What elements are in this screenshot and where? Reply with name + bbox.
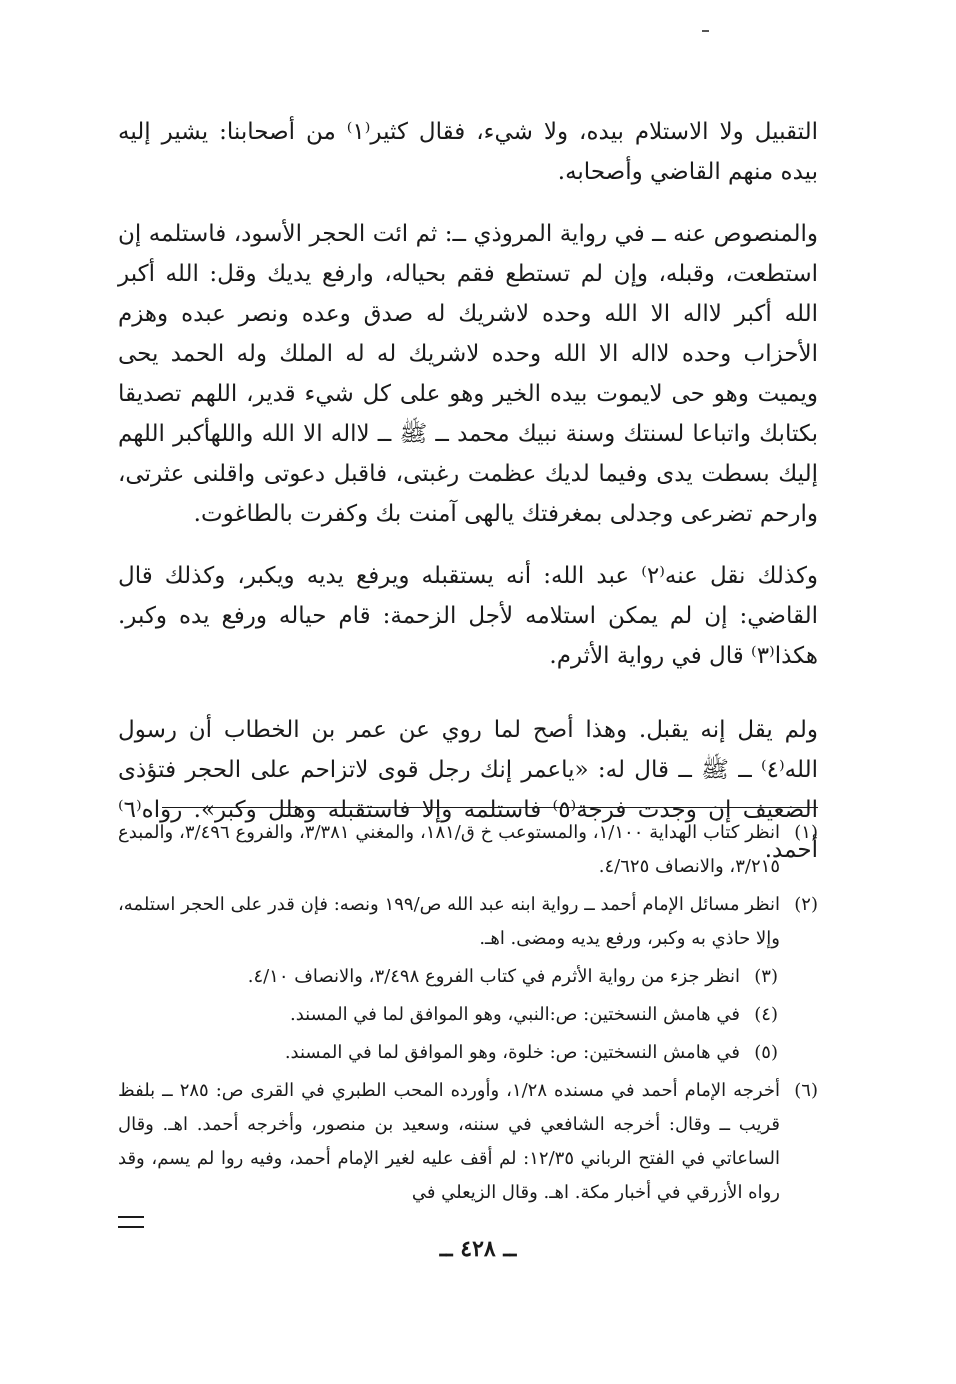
footnote-number: (٦) bbox=[794, 1080, 818, 1101]
footnote-1 bbox=[118, 816, 818, 884]
paragraph-2: والمنصوص عنه ــ في رواية المروذي ــ: ثم ائت الحجر الأسود، فاستلمه إن استطعت، وقبله، وإن لم تستطع فقم بحياله، وارفع يديك وقل: الله أكبر الله أكبر لااله الا الله وحده لاشريك له صدق وعده ونصر عبده وهزم الأحزاب وحده لااله الا الله وحده لاشريك له له الملك وله الحمد يحى ويميت وهو حى لايموت بيده الخير وهو على كل شيء قدير، اللهم تصديقا بكتابك واتباعا لسنتك وسنة نبيك محمد ــ ﷺ ــ لااله الا الله واللهأكبر اللهم إليك بسطت يدى وفيما لديك عظمت رغبتى، فاقبل دعوتى واقلنى عثرتى، وارحم تضرعى وجدلى بمغرفتك يالهى آمنت بك وكفرت بالطاغوت. bbox=[118, 221, 818, 527]
footnote-text: انظر كتاب الهداية ١/١٠٠، والمستوعب خ ق/١٨١، والمغني ٣/٣٨١، والفروع ٣/٤٩٦، والمبدع ٣/٢١٥، والانصاف ٤/٦٢٥. bbox=[118, 822, 780, 877]
footnote-2 bbox=[118, 888, 818, 956]
continuation-mark bbox=[118, 1216, 144, 1228]
scan-speck bbox=[702, 30, 709, 32]
footnote-text: أخرجه الإمام أحمد في مسنده ١/٢٨، وأورده المحب الطبري في القرى ص: ٢٨٥ ــ بلفظ قريب ــ وقال: أخرجه الشافعي في سننه، وسعيد بن منصور، وأخرجه أحمد. اهـ. وقال الساعاتي في الفتح الرباني ١٢/٣٥: لم أقف عليه لغير الإمام أحمد، وفيه روا لم يسم، وقد رواه الأزرقي في أخبار مكة. اهـ. وقال الزيعلي في bbox=[118, 1080, 780, 1203]
footnote-number: (٥) bbox=[754, 1042, 778, 1063]
footnote-text: في هامش النسختين: ص: خلوة، وهو الموافق لما في المسند. bbox=[284, 1042, 740, 1063]
footnote-number: (٢) bbox=[794, 894, 818, 915]
paragraph-3: وكذلك نقل عنه⁽٢⁾ عبد الله: أنه يستقبله ويرفع يديه ويكبر، وكذلك قال القاضي: إن لم يمكن استلامه لأجل الزحمة: قام حياله ورفع يده وكبر. هكذا⁽٣⁾ قال في رواية الأثرم. bbox=[118, 563, 819, 669]
footnote-divider bbox=[162, 807, 818, 808]
footnote-number: (١) bbox=[794, 822, 818, 843]
footnote-6 bbox=[118, 1074, 818, 1210]
footnote-3 bbox=[118, 960, 818, 994]
page-number: ــ ٤٢٨ ــ bbox=[439, 1236, 517, 1262]
paragraph-4: ولم يقل إنه يقبل. وهذا أصح لما روي عن عمر بن الخطاب أن رسول الله⁽٤⁾ ــ ﷺ ــ قال له: «ياعمر إنك رجل قوى لاتزاحم على الحجر فتؤذى الضعيف إن وجدت فرجة⁽٥⁾ فاستلمه وإلا فاستقبله وهلل وكبر». رواه⁽٦⁾ أحمد. bbox=[118, 717, 818, 863]
footnote-text: في هامش النسختين: ص:النبي، وهو الموافق لما في المسند. bbox=[290, 1004, 740, 1025]
footnote-4 bbox=[118, 998, 818, 1032]
page-body bbox=[118, 112, 819, 1203]
paragraph-1: التقبيل ولا الاستلام بيده، ولا شيء، فقال كثير⁽١⁾ من أصحابنا: يشير إليه بيده منهم القاضي وأصحابه. bbox=[118, 119, 818, 185]
footnote-number: (٤) bbox=[754, 1004, 778, 1025]
footnote-text: انظر جزء من رواية الأثرم في كتاب الفروع ٣/٤٩٨، والانصاف ٤/١٠. bbox=[247, 966, 740, 987]
footnote-5 bbox=[118, 1036, 818, 1070]
footnote-number: (٣) bbox=[754, 966, 778, 987]
footnotes bbox=[118, 816, 818, 1214]
footnote-text: انظر مسائل الإمام أحمد ــ رواية ابنه عبد الله ص/١٩٩ ونصه: فإن قدر على الحجر استلمه، وإلا حاذي به وكبر، ورفع يديه ومضى. اهـ. bbox=[118, 894, 780, 949]
